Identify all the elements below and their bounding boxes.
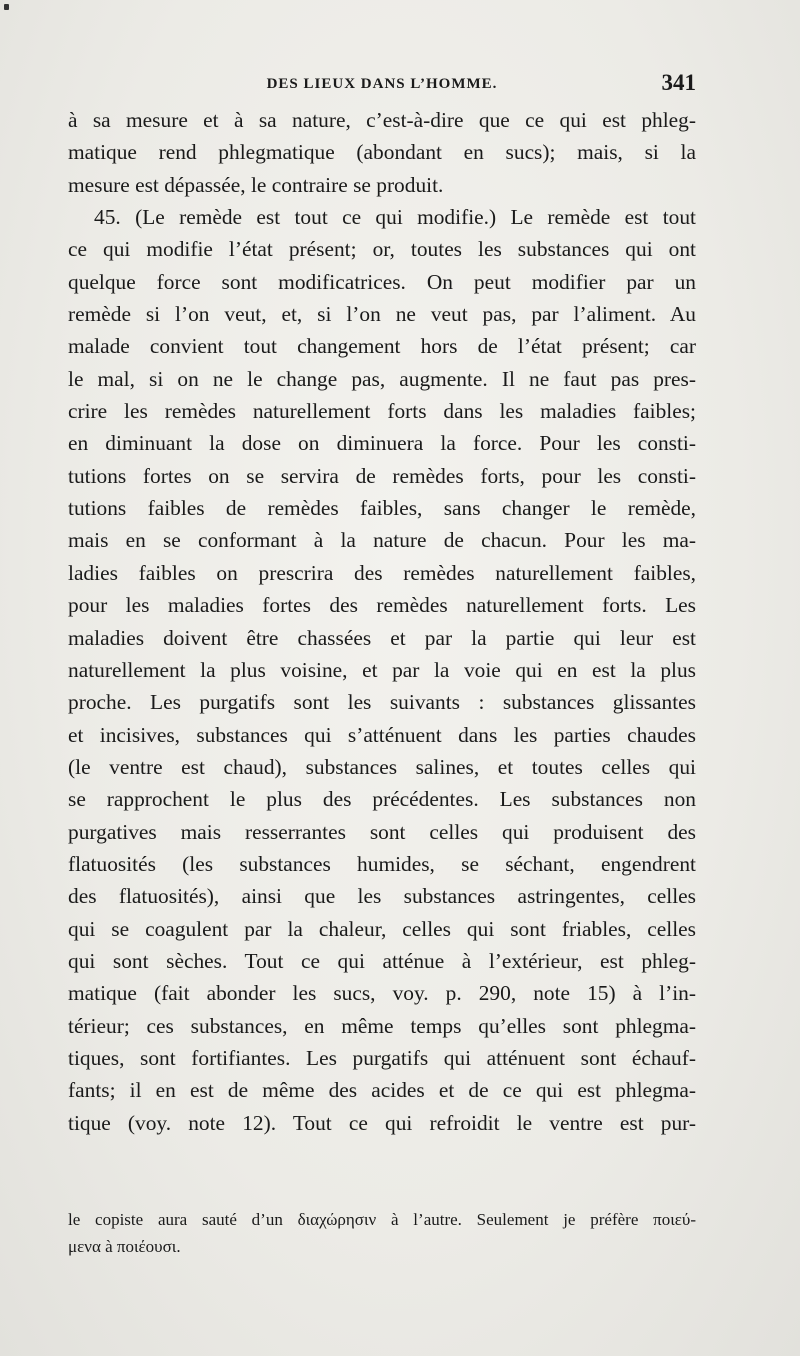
- text-line: fants; il en est de même des acides et de ce qui est phlegma-: [68, 1078, 696, 1103]
- text-line: ladies faibles on prescrira des remèdes naturellement faibles,: [68, 560, 696, 585]
- text-line: remède si l’on veut, et, si l’on ne veut pas, par l’aliment. Au: [68, 302, 696, 327]
- text-line: proche. Les purgatifs sont les suivants : substances glissantes: [68, 690, 696, 715]
- text-line: tiques, sont fortifiantes. Les purgatifs qui atténuent sont échauf-: [68, 1045, 696, 1070]
- text-line: en diminuant la dose on diminuera la force. Pour les consti-: [68, 431, 696, 456]
- text-line: matique (fait abonder les sucs, voy. p. 290, note 15) à l’in-: [68, 981, 696, 1006]
- text-line: tutions faibles de remèdes faibles, sans changer le remède,: [68, 496, 696, 521]
- running-head: [68, 70, 696, 100]
- text-line: qui sont sèches. Tout ce qui atténue à l’extérieur, est phleg-: [68, 948, 696, 973]
- running-title: DES LIEUX DANS L’HOMME.: [266, 76, 498, 92]
- footnote-line: μενα à ποιέουσι.: [68, 1237, 181, 1256]
- text-line: qui se coagulent par la chaleur, celles qui sont friables, celles: [68, 916, 696, 941]
- text-line: à sa mesure et à sa nature, c’est-à-dire que ce qui est phleg-: [68, 108, 696, 132]
- text-line: térieur; ces substances, en même temps qu’elles sont phlegma-: [68, 1013, 696, 1038]
- text-line: flatuosités (les substances humides, se séchant, engendrent: [68, 851, 696, 876]
- text-line: malade convient tout changement hors de l’état présent; car: [68, 334, 696, 359]
- text-line: tutions fortes on se servira de remèdes forts, pour les consti-: [68, 463, 696, 488]
- text-line: purgatives mais resserrantes sont celles qui produisent des: [68, 819, 696, 844]
- text-line: (le ventre est chaud), substances salines, et toutes celles qui: [68, 754, 696, 779]
- text-line: se rapprochent le plus des précédentes. Les substances non: [68, 787, 696, 812]
- section-45-first-line: 45. (Le remède est tout ce qui modifie.) Le remède est tout: [94, 205, 696, 230]
- text-line: matique rend phlegmatique (abondant en sucs); mais, si la: [68, 140, 696, 165]
- text-line: naturellement la plus voisine, et par la voie qui en est la plus: [68, 657, 696, 682]
- text-line: le mal, si on ne le change pas, augmente. Il ne faut pas pres-: [68, 366, 696, 391]
- body-text: [68, 104, 696, 1139]
- text-line: maladies doivent être chassées et par la partie qui leur est: [68, 625, 696, 650]
- text-line: tique (voy. note 12). Tout ce qui refroidit le ventre est pur-: [68, 1110, 696, 1135]
- text-line: mais en se conformant à la nature de chacun. Pour les ma-: [68, 528, 696, 553]
- text-line: mesure est dépassée, le contraire se produit.: [68, 172, 444, 197]
- footnote-line: le copiste aura sauté d’un διαχώρησιν à l’autre. Seulement je préfère ποιεύ-: [68, 1210, 696, 1229]
- footnote: [68, 1206, 696, 1260]
- text-line: crire les remèdes naturellement forts dans les maladies faibles;: [68, 399, 696, 424]
- text-line: des flatuosités), ainsi que les substances astringentes, celles: [68, 884, 696, 909]
- page-number: 341: [661, 70, 696, 95]
- text-line: pour les maladies fortes des remèdes naturellement forts. Les: [68, 593, 696, 618]
- text-line: et incisives, substances qui s’atténuent dans les parties chaudes: [68, 722, 696, 747]
- text-line: ce qui modifie l’état présent; or, toutes les substances qui ont: [68, 237, 696, 262]
- ink-speck: [4, 4, 9, 10]
- text-line: quelque force sont modificatrices. On peut modifier par un: [68, 269, 696, 294]
